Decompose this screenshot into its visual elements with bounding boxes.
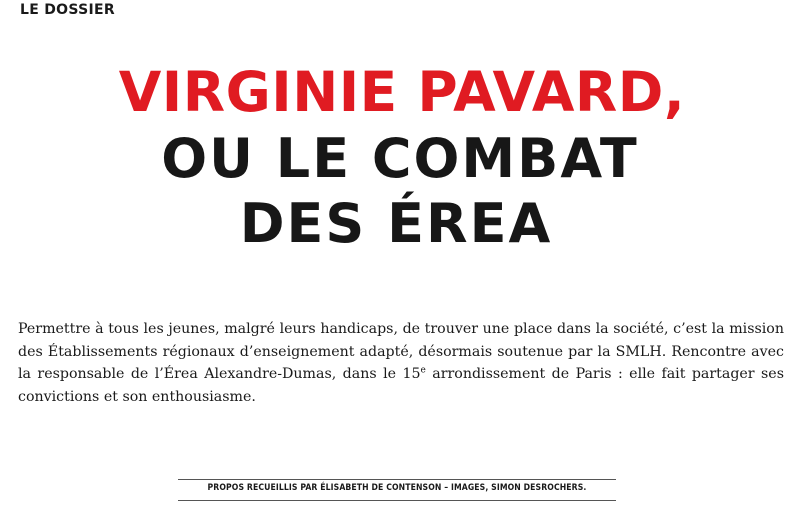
headline-line-2: OU LE COMBAT (161, 127, 639, 190)
headline-line-3: DES ÉREA (239, 192, 553, 255)
section-label: LE DOSSIER (20, 2, 115, 18)
credits-rule-bottom (178, 500, 616, 501)
credits-rule-top (178, 479, 616, 480)
lead-text-part-2: arrondissement de Paris : elle fait partager ses convictions et son enthousiasme. (18, 366, 784, 405)
lead-superscript: e (420, 365, 426, 376)
lead-text-part-1: Permettre à tous les jeunes, malgré leurs handicaps, de trouver une place dans la société, c’est la mission des Établissements régionaux d’enseignement adapté, désormais soutenue par la SMLH. Rencontre avec la responsable de l’Érea Alexandre-Dumas, dans le 15 (18, 321, 784, 382)
lead-paragraph (18, 318, 784, 408)
headline (0, 58, 800, 256)
credits-line: PROPOS RECUEILLIS PAR ÉLISABETH DE CONTENSON – IMAGES, SIMON DESROCHERS. (207, 483, 587, 493)
headline-line-name: VIRGINIE PAVARD, (118, 60, 686, 124)
